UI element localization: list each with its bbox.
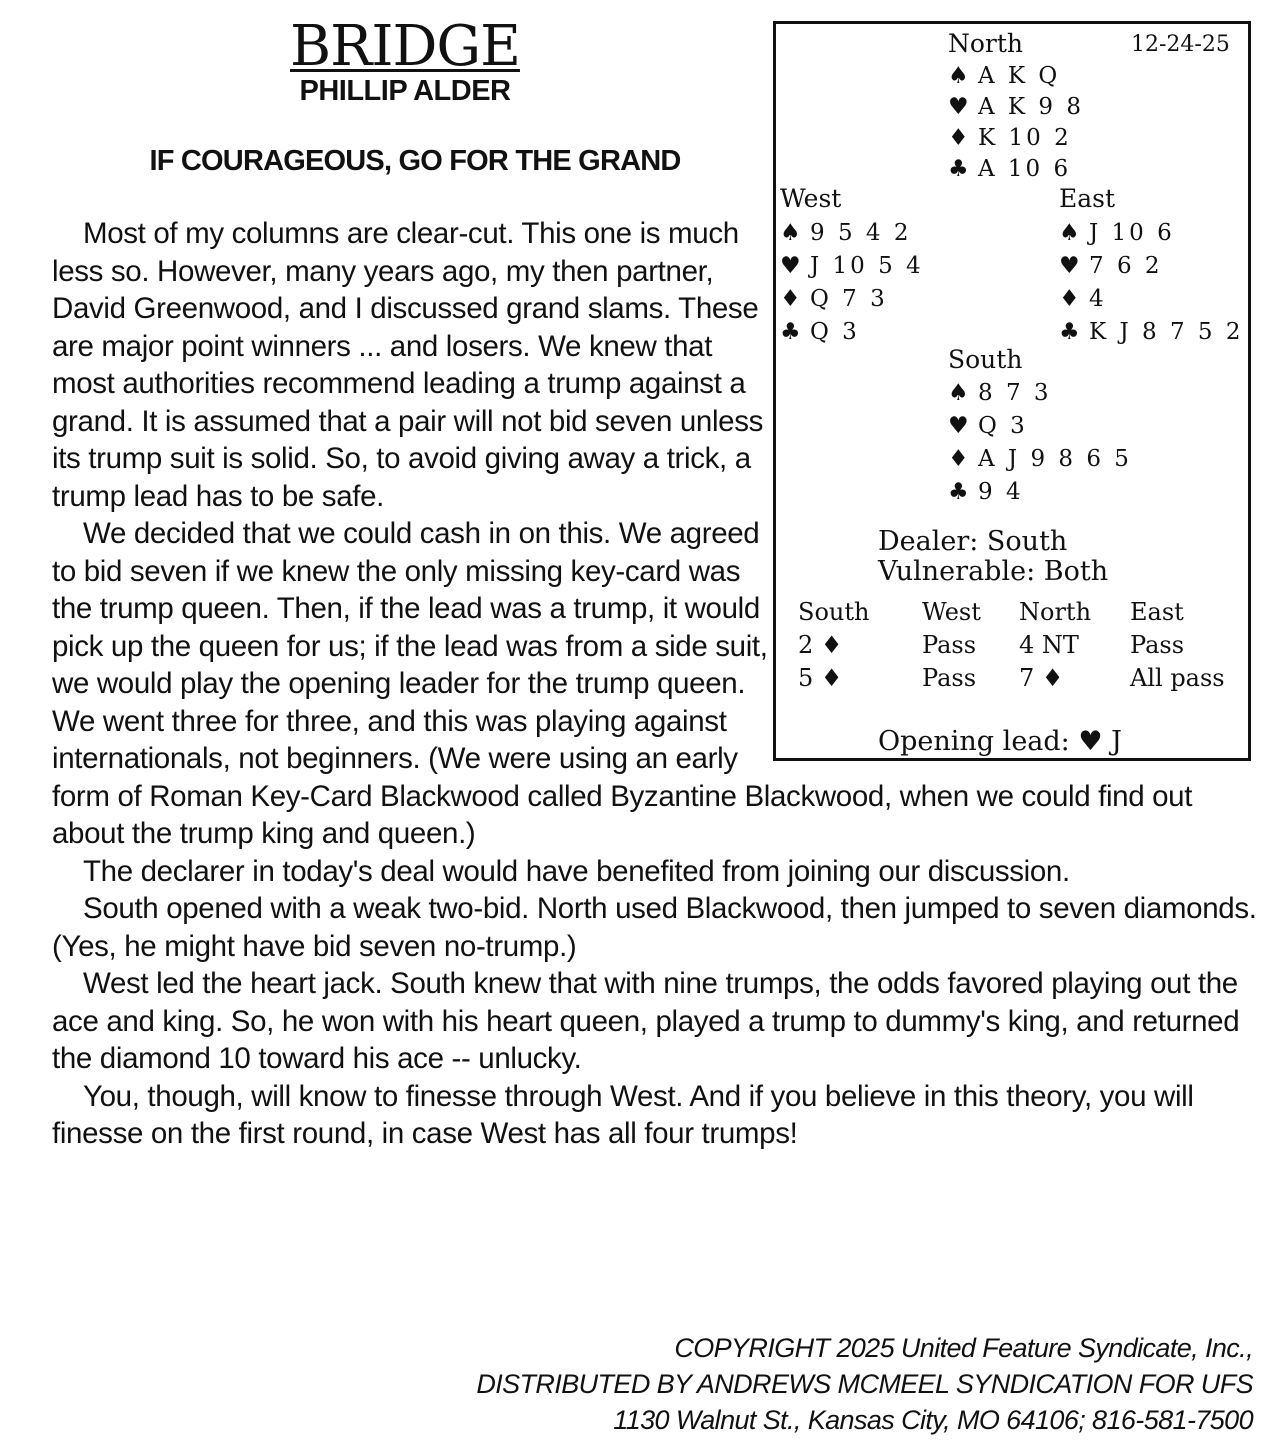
author-name: PHILLIP ALDER	[299, 75, 511, 107]
distribution-line: DISTRIBUTED BY ANDREWS MCMEEL SYNDICATION FOR UFS	[476, 1369, 1253, 1399]
east-hearts: ♥ 7 6 2	[1059, 253, 1163, 279]
paragraph: You, though, will know to finesse through West. And if you believe in this theory, you will finesse on the first round, in case West has all four trumps!	[52, 1079, 1194, 1150]
south-spades: ♠ 8 7 3	[948, 380, 1052, 406]
south-hearts: ♥ Q 3	[948, 413, 1028, 439]
auction-header: South	[798, 598, 870, 626]
auction-header: West	[922, 598, 981, 626]
west-spades: ♠ 9 5 4 2	[780, 220, 912, 246]
spade-icon: ♠	[780, 220, 801, 246]
spade-icon: ♠	[948, 380, 969, 406]
west-diamonds: ♦ Q 7 3	[780, 286, 888, 312]
club-icon: ♣	[948, 479, 969, 505]
column-title: BRIDGE	[290, 14, 520, 79]
headline: IF COURAGEOUS, GO FOR THE GRAND	[149, 145, 681, 177]
copyright-footer	[476, 1330, 1253, 1438]
paragraph: We decided that we could cash in on this. We agreed to bid seven if we knew the only missing key-card was the trump queen. Then, if the lead was a trump, it would pick up the queen for us; if the lead was from a side suit, we would play the opening leader for the trump queen. We went three for three, and this was playing against internationals, not beginners. (We were using an early form of Roman Key-Card Blackwood called Byzantine Blackwood, when we could find out about the trump king and queen.)	[52, 517, 1193, 850]
auction-bid: All pass	[1130, 664, 1225, 692]
dealer-info: Dealer: South	[878, 526, 1068, 557]
copyright-line: COPYRIGHT 2025 United Feature Syndicate, Inc.,	[674, 1333, 1253, 1363]
club-icon: ♣	[1059, 319, 1080, 345]
diamond-icon: ♦	[1059, 286, 1080, 312]
south-clubs: ♣ 9 4	[948, 479, 1024, 505]
deal-date: 12-24-25	[1131, 32, 1230, 57]
east-diamonds: ♦ 4	[1059, 286, 1107, 312]
spade-icon: ♠	[1059, 220, 1080, 246]
diamond-icon: ♦	[948, 125, 969, 151]
east-label: East	[1059, 184, 1116, 213]
heart-icon: ♥	[948, 94, 969, 120]
auction-bid: 5 ♦	[798, 664, 843, 692]
south-label: South	[948, 345, 1023, 374]
north-hearts: ♥ A K 9 8	[948, 94, 1084, 120]
north-diamonds: ♦ K 10 2	[948, 125, 1072, 151]
masthead	[230, 14, 580, 107]
paragraph: Most of my columns are clear-cut. This one is much less so. However, many years ago, my then partner, David Greenwood, and I discussed grand slams. These are major point winners ... and losers. We knew that most authorities recommend leading a trump against a grand. It is assumed that a pair will not bid seven unless its trump suit is solid. So, to avoid giving away a trick, a trump lead has to be safe.	[52, 217, 764, 513]
west-hearts: ♥ J 10 5 4	[780, 253, 924, 279]
paragraph: West led the heart jack. South knew that with nine trumps, the odds favored playing out the ace and king. So, he won with his heart queen, played a trump to dummy's king, and returned the diamond 10 toward his ace -- unlucky.	[52, 967, 1240, 1075]
west-label: West	[780, 184, 842, 213]
auction-header: East	[1130, 598, 1184, 626]
club-icon: ♣	[780, 319, 801, 345]
heart-icon: ♥	[948, 413, 969, 439]
paragraph: South opened with a weak two-bid. North used Blackwood, then jumped to seven diamonds. (Yes, he might have bid seven no-trump.)	[52, 892, 1257, 963]
auction-bid: Pass	[922, 664, 977, 692]
spade-icon: ♠	[948, 63, 969, 89]
auction-bid: Pass	[922, 631, 977, 659]
auction-header: North	[1019, 598, 1092, 626]
west-clubs: ♣ Q 3	[780, 319, 860, 345]
opening-lead: Opening lead: ♥ J	[878, 726, 1122, 757]
auction-bid: 4 NT	[1019, 631, 1079, 659]
diamond-icon: ♦	[948, 446, 969, 472]
heart-icon: ♥	[780, 253, 801, 279]
auction-bid: Pass	[1130, 631, 1185, 659]
diamond-icon: ♦	[780, 286, 801, 312]
south-diamonds: ♦ A J 9 8 6 5	[948, 446, 1132, 472]
paragraph: The declarer in today's deal would have benefited from joining our discussion.	[83, 854, 1070, 888]
auction-bid: 2 ♦	[798, 631, 843, 659]
auction-bid: 7 ♦	[1019, 664, 1064, 692]
club-icon: ♣	[948, 156, 969, 182]
east-spades: ♠ J 10 6	[1059, 220, 1175, 246]
east-clubs: ♣ K J 8 7 5 2	[1059, 319, 1244, 345]
north-label: North	[948, 29, 1024, 58]
heart-icon: ♥	[1059, 253, 1080, 279]
north-spades: ♠ A K Q	[948, 63, 1061, 89]
auction-table	[776, 596, 1248, 696]
bridge-deal-diagram	[773, 21, 1251, 761]
north-clubs: ♣ A 10 6	[948, 156, 1072, 182]
address-line: 1130 Walnut St., Kansas City, MO 64106; 816-581-7500	[613, 1405, 1253, 1435]
vulnerability-info: Vulnerable: Both	[878, 556, 1109, 587]
